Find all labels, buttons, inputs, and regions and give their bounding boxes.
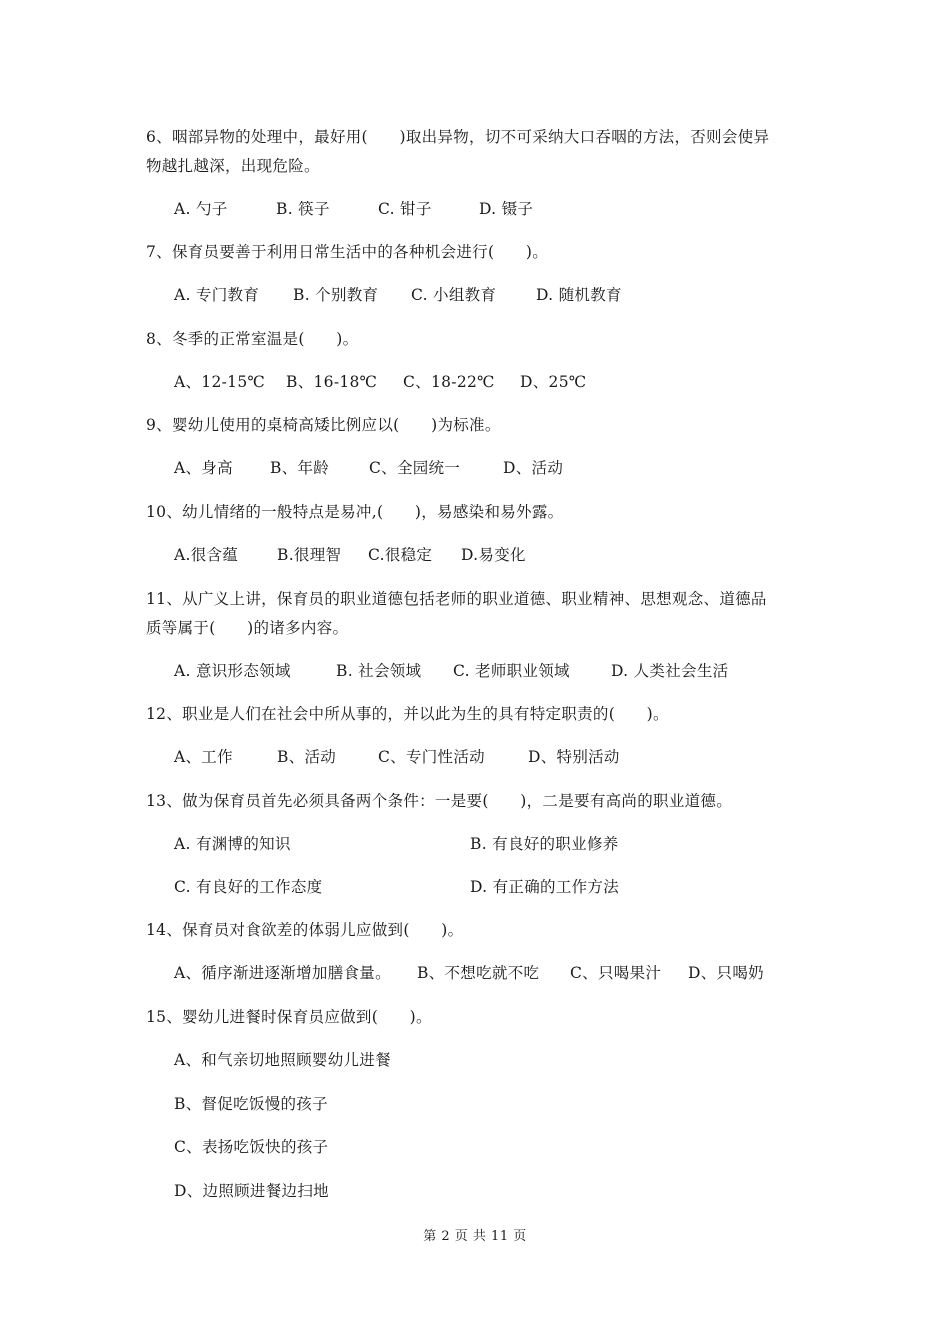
option-d: D.易变化 (461, 546, 526, 564)
page-number-footer: 第 2 页 共 11 页 (423, 1229, 527, 1244)
option-b: B、16-18℃ (286, 373, 378, 391)
option-d: D、25℃ (520, 373, 587, 391)
option-a: A、循序渐进逐渐增加膳食量。 (174, 964, 391, 982)
question-15-option-d: D、边照顾进餐边扫地 (174, 1182, 329, 1200)
option-c: C. 老师职业领域 (453, 662, 570, 680)
question-9: 9、婴幼儿使用的桌椅高矮比例应以( )为标准。 (146, 416, 501, 434)
option-a: A、工作 (174, 748, 233, 766)
option-d: D. 随机教育 (536, 286, 622, 304)
question-13-option-d: D. 有正确的工作方法 (470, 878, 620, 896)
question-13: 13、做为保育员首先必须具备两个条件：一是要( )，二是要有高尚的职业道德。 (146, 792, 733, 810)
question-15-option-a: A、和气亲切地照顾婴幼儿进餐 (174, 1051, 391, 1069)
question-6-line-1: 6、咽部异物的处理中，最好用( )取出异物，切不可采纳大口吞咽的方法，否则会使异 (146, 128, 770, 146)
question-15-option-b: B、督促吃饭慢的孩子 (174, 1095, 328, 1113)
question-13-option-b: B. 有良好的职业修养 (470, 835, 619, 853)
question-11-line-2: 质等属于( )的诸多内容。 (146, 619, 349, 637)
option-c: C.很稳定 (368, 546, 433, 564)
option-c: C、18-22℃ (403, 373, 495, 391)
option-b: B、活动 (277, 748, 337, 766)
question-15-option-c: C、表扬吃饭快的孩子 (174, 1138, 329, 1156)
question-11-line-1: 11、从广义上讲，保育员的职业道德包括老师的职业道德、职业精神、思想观念、道德品 (146, 590, 767, 608)
option-b: B. 筷子 (276, 200, 330, 218)
option-d: D、只喝奶 (688, 964, 764, 982)
option-d: D. 人类社会生活 (611, 662, 729, 680)
option-a: A、身高 (174, 459, 233, 477)
option-c: C、专门性活动 (378, 748, 485, 766)
option-a: A.很含蕴 (174, 546, 239, 564)
question-8: 8、冬季的正常室温是( )。 (146, 330, 359, 348)
option-c: C. 钳子 (378, 200, 432, 218)
option-d: D、活动 (503, 459, 564, 477)
option-b: B. 社会领域 (336, 662, 422, 680)
option-c: C、全园统一 (369, 459, 461, 477)
option-d: D. 镊子 (479, 200, 534, 218)
option-a: A. 专门教育 (174, 286, 260, 304)
question-13-option-c: C. 有良好的工作态度 (174, 878, 323, 896)
option-c: C. 小组教育 (411, 286, 497, 304)
question-15: 15、婴幼儿进餐时保育员应做到( )。 (146, 1008, 432, 1026)
option-c: C、只喝果汁 (570, 964, 662, 982)
question-14: 14、保育员对食欲差的体弱儿应做到( )。 (146, 921, 464, 939)
question-10: 10、幼儿情绪的一般特点是易冲,( )，易感染和易外露。 (146, 503, 564, 521)
question-6-line-2: 物越扎越深，出现危险。 (146, 157, 320, 175)
option-b: B、年龄 (270, 459, 330, 477)
option-b: B. 个别教育 (293, 286, 379, 304)
option-a: A. 勺子 (174, 200, 228, 218)
option-d: D、特别活动 (528, 748, 620, 766)
question-13-option-a: A. 有渊博的知识 (174, 835, 291, 853)
option-b: B、不想吃就不吃 (417, 964, 540, 982)
option-a: A. 意识形态领域 (174, 662, 291, 680)
option-b: B.很理智 (277, 546, 342, 564)
question-7: 7、保育员要善于利用日常生活中的各种机会进行( )。 (146, 243, 549, 261)
question-12: 12、职业是人们在社会中所从事的，并以此为生的具有特定职责的( )。 (146, 705, 669, 723)
option-a: A、12-15℃ (174, 373, 266, 391)
